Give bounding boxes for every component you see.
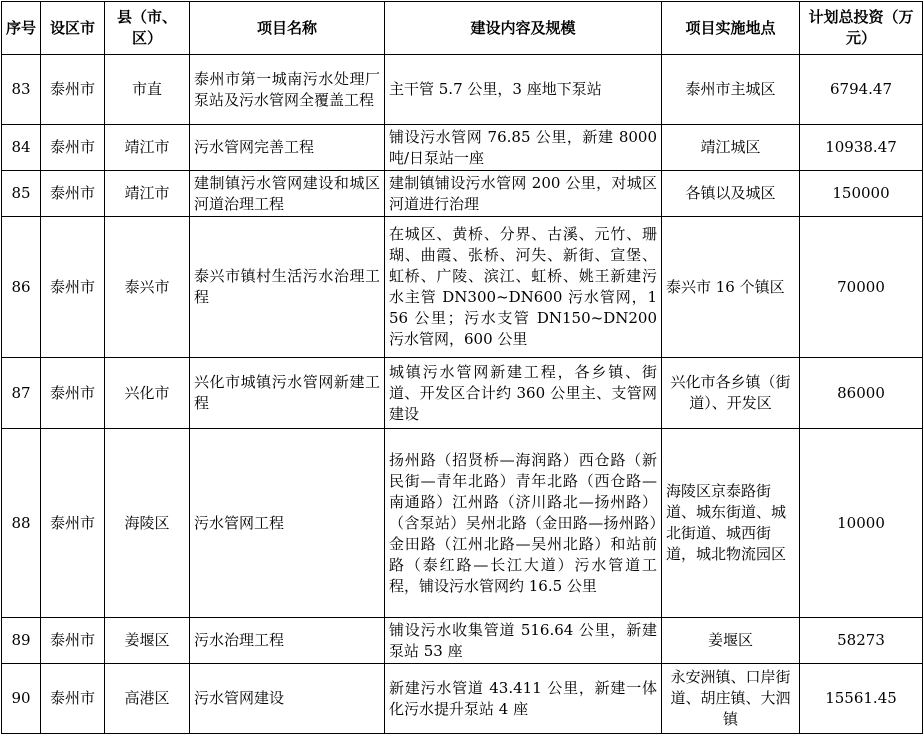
cell-investment: 70000 [800,217,923,358]
project-table [1,1,923,734]
table-row [2,171,923,217]
table-row [2,217,923,358]
cell-investment: 10000 [800,429,923,618]
cell-content: 城镇污水管网新建工程，各乡镇、街道、开发区合计约 360 公里主、支管网建设 [385,358,662,429]
cell-county: 市直 [105,55,190,125]
header-investment: 计划总投资（万元） [800,2,923,55]
cell-city: 泰州市 [41,618,105,664]
cell-location: 各镇以及城区 [662,171,800,217]
header-name: 项目名称 [190,2,385,55]
cell-county: 海陵区 [105,429,190,618]
cell-city: 泰州市 [41,429,105,618]
cell-content: 主干管 5.7 公里，3 座地下泵站 [385,55,662,125]
header-county: 县（市、区） [105,2,190,55]
cell-name: 建制镇污水管网建设和城区河道治理工程 [190,171,385,217]
cell-location: 泰兴市 16 个镇区 [662,217,800,358]
table-row [2,429,923,618]
cell-city: 泰州市 [41,217,105,358]
cell-investment: 10938.47 [800,125,923,171]
cell-investment: 15561.45 [800,664,923,734]
cell-location: 靖江城区 [662,125,800,171]
cell-seq: 88 [2,429,41,618]
cell-location: 永安洲镇、口岸街道、胡庄镇、大泗镇 [662,664,800,734]
cell-location: 兴化市各乡镇（街道）、开发区 [662,358,800,429]
cell-content: 扬州路（招贤桥—海润路）西仓路（新民街—青年北路）青年北路（西仓路—南通路）江州路（济川路北—扬州路）（含泵站）吴州北路（金田路—扬州路）金田路（江州北路—吴州北路）和站前路（泰红路—长江大道）污水管道工程，铺设污水管网约 16.5 公里 [385,429,662,618]
table-row [2,358,923,429]
cell-content: 建制镇铺设污水管网 200 公里，对城区河道进行治理 [385,171,662,217]
cell-name: 污水治理工程 [190,618,385,664]
cell-content: 在城区、黄桥、分界、古溪、元竹、珊瑚、曲霞、张桥、河失、新街、宣堡、虹桥、广陵、滨江、虹桥、姚王新建污水主管 DN300~DN600 污水管网，156 公里；污水支管 DN150~DN200 污水管网，600 公里 [385,217,662,358]
cell-location: 海陵区京泰路街道、城东街道、城北街道、城西街道，城北物流园区 [662,429,800,618]
cell-investment: 6794.47 [800,55,923,125]
cell-name: 泰兴市镇村生活污水治理工程 [190,217,385,358]
header-content: 建设内容及规模 [385,2,662,55]
cell-county: 姜堰区 [105,618,190,664]
cell-investment: 58273 [800,618,923,664]
cell-name: 污水管网建设 [190,664,385,734]
cell-county: 高港区 [105,664,190,734]
cell-county: 兴化市 [105,358,190,429]
table-row [2,664,923,734]
cell-seq: 90 [2,664,41,734]
cell-seq: 83 [2,55,41,125]
cell-investment: 150000 [800,171,923,217]
header-location: 项目实施地点 [662,2,800,55]
cell-city: 泰州市 [41,171,105,217]
cell-city: 泰州市 [41,664,105,734]
cell-county: 泰兴市 [105,217,190,358]
cell-seq: 86 [2,217,41,358]
table-row [2,125,923,171]
cell-city: 泰州市 [41,125,105,171]
cell-seq: 87 [2,358,41,429]
table-row [2,55,923,125]
cell-name: 污水管网完善工程 [190,125,385,171]
cell-city: 泰州市 [41,55,105,125]
cell-investment: 86000 [800,358,923,429]
cell-name: 污水管网工程 [190,429,385,618]
cell-name: 兴化市城镇污水管网新建工程 [190,358,385,429]
cell-content: 铺设污水管网 76.85 公里，新建 8000 吨/日泵站一座 [385,125,662,171]
cell-city: 泰州市 [41,358,105,429]
cell-county: 靖江市 [105,171,190,217]
cell-seq: 85 [2,171,41,217]
table-row [2,618,923,664]
cell-county: 靖江市 [105,125,190,171]
cell-location: 泰州市主城区 [662,55,800,125]
cell-location: 姜堰区 [662,618,800,664]
cell-seq: 89 [2,618,41,664]
header-seq: 序号 [2,2,41,55]
cell-seq: 84 [2,125,41,171]
cell-name: 泰州市第一城南污水处理厂泵站及污水管网全覆盖工程 [190,55,385,125]
cell-content: 新建污水管道 43.411 公里，新建一体化污水提升泵站 4 座 [385,664,662,734]
header-city: 设区市 [41,2,105,55]
cell-content: 铺设污水收集管道 516.64 公里，新建泵站 53 座 [385,618,662,664]
header-row [2,2,923,55]
